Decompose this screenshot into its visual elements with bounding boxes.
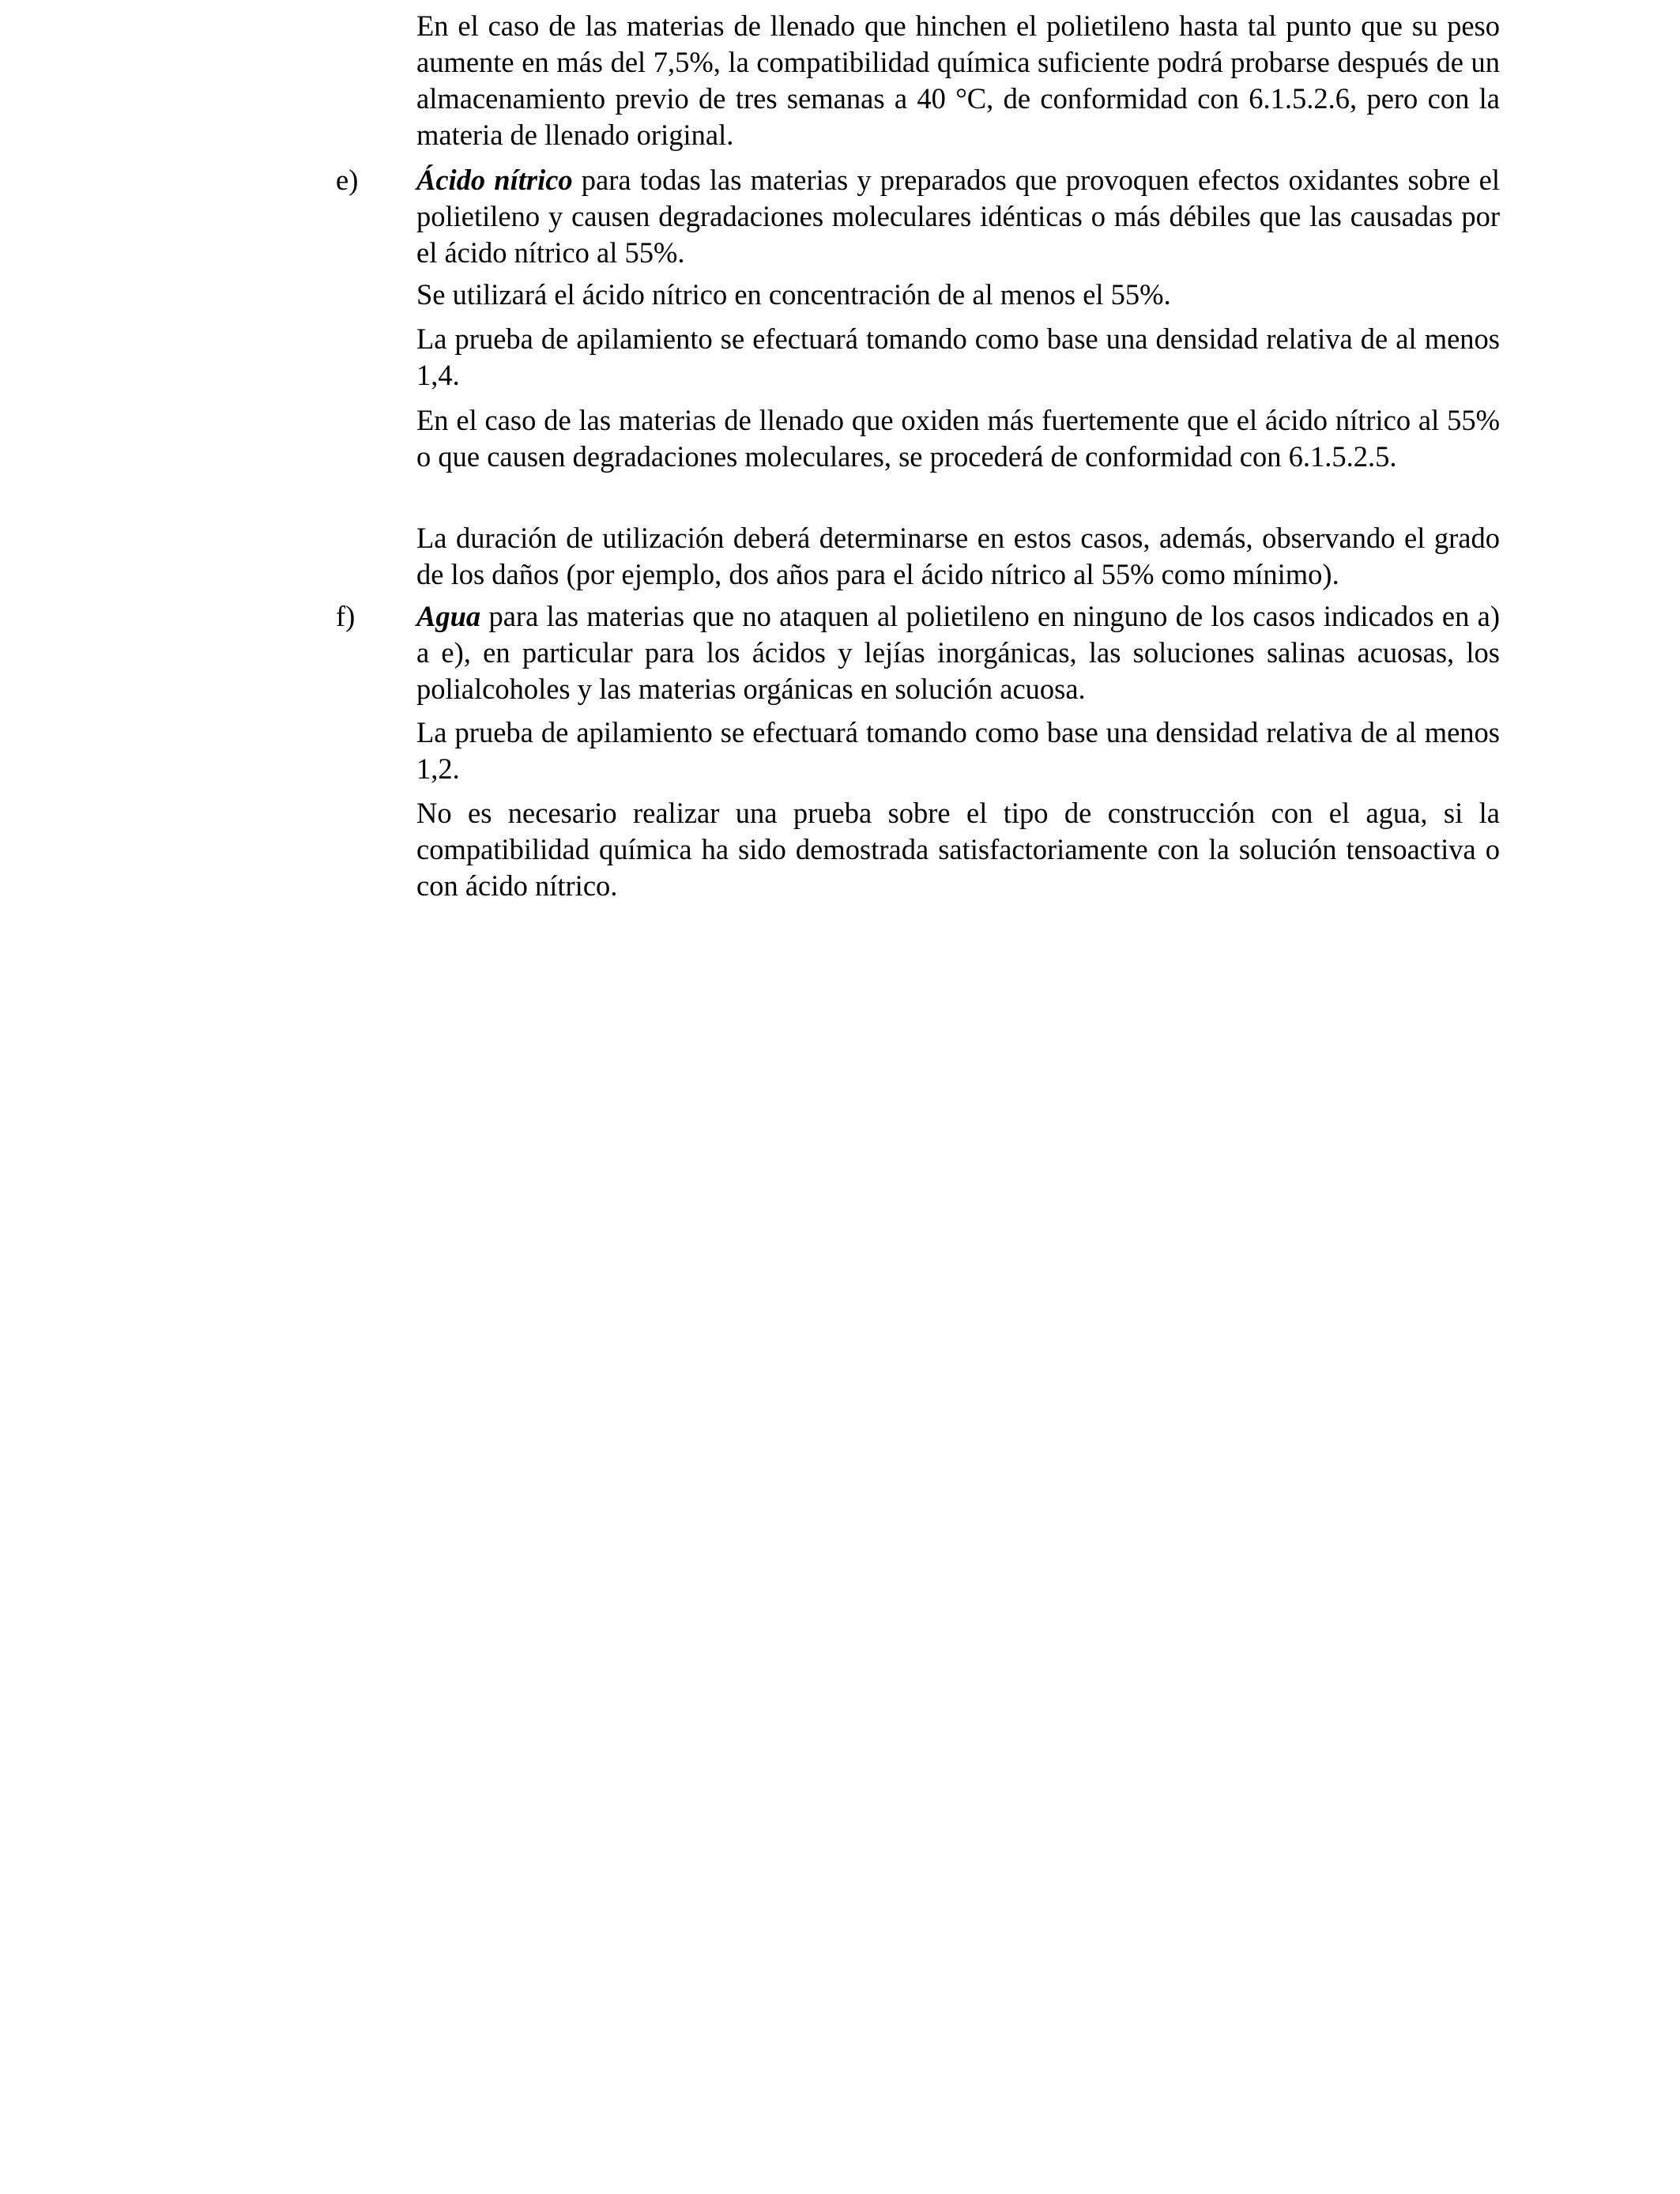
- item-e-term: Ácido nítrico: [416, 164, 573, 196]
- paragraph-swelling-materials: En el caso de las materias de llenado que hinchen el polietileno hasta tal punto que su peso aumente en más del 7,5%, la compatibilidad química suficiente podrá probarse después de un almacenamiento previo de tres semanas a 40 °C, de conformidad con 6.1.5.2.6, pero con la materia de llenado original.: [416, 9, 1500, 151]
- paragraph-stacking-test-1-4: La prueba de apilamiento se efectuará tomando como base una densidad relativa de al menos 1,4.: [416, 322, 1500, 391]
- paragraph-nitric-concentration: Se utilizará el ácido nítrico en concentración de al menos el 55%.: [416, 278, 1171, 311]
- paragraph-water-test-not-needed: No es necesario realizar una prueba sobre el tipo de construcción con el agua, si la compatibilidad química ha sido demostrada satisfactoriamente con la solución tensoactiva o con ácido nítrico.: [416, 797, 1500, 902]
- paragraph-duration-of-use: La duración de utilización deberá determinarse en estos casos, además, observando el grado de los daños (por ejemplo, dos años para el ácido nítrico al 55% como mínimo).: [416, 522, 1500, 590]
- paragraph-stacking-test-1-2: La prueba de apilamiento se efectuará tomando como base una densidad relativa de al menos 1,2.: [416, 716, 1500, 785]
- item-f-term: Agua: [416, 600, 481, 632]
- item-e-nitric-acid: [416, 162, 1500, 271]
- paragraph-stronger-oxidizers: En el caso de las materias de llenado que oxiden más fuertemente que el ácido nítrico al 55% o que causen degradaciones moleculares, se procederá de conformidad con 6.1.5.2.5.: [416, 404, 1500, 473]
- item-e-text: para todas las materias y preparados que provoquen efectos oxidantes sobre el polietileno y causen degradaciones moleculares idénticas o más débiles que las causadas por el ácido nítrico al 55%.: [416, 164, 1500, 269]
- item-f-text: para las materias que no ataquen al polietileno en ninguno de los casos indicados en a) a e), en particular para los ácidos y lejías inorgánicas, las soluciones salinas acuosas, los polialcoholes y las materias orgánicas en solución acuosa.: [416, 600, 1500, 705]
- item-f-water: [416, 598, 1500, 707]
- item-label-f: f): [336, 600, 356, 632]
- item-label-e: e): [336, 164, 359, 196]
